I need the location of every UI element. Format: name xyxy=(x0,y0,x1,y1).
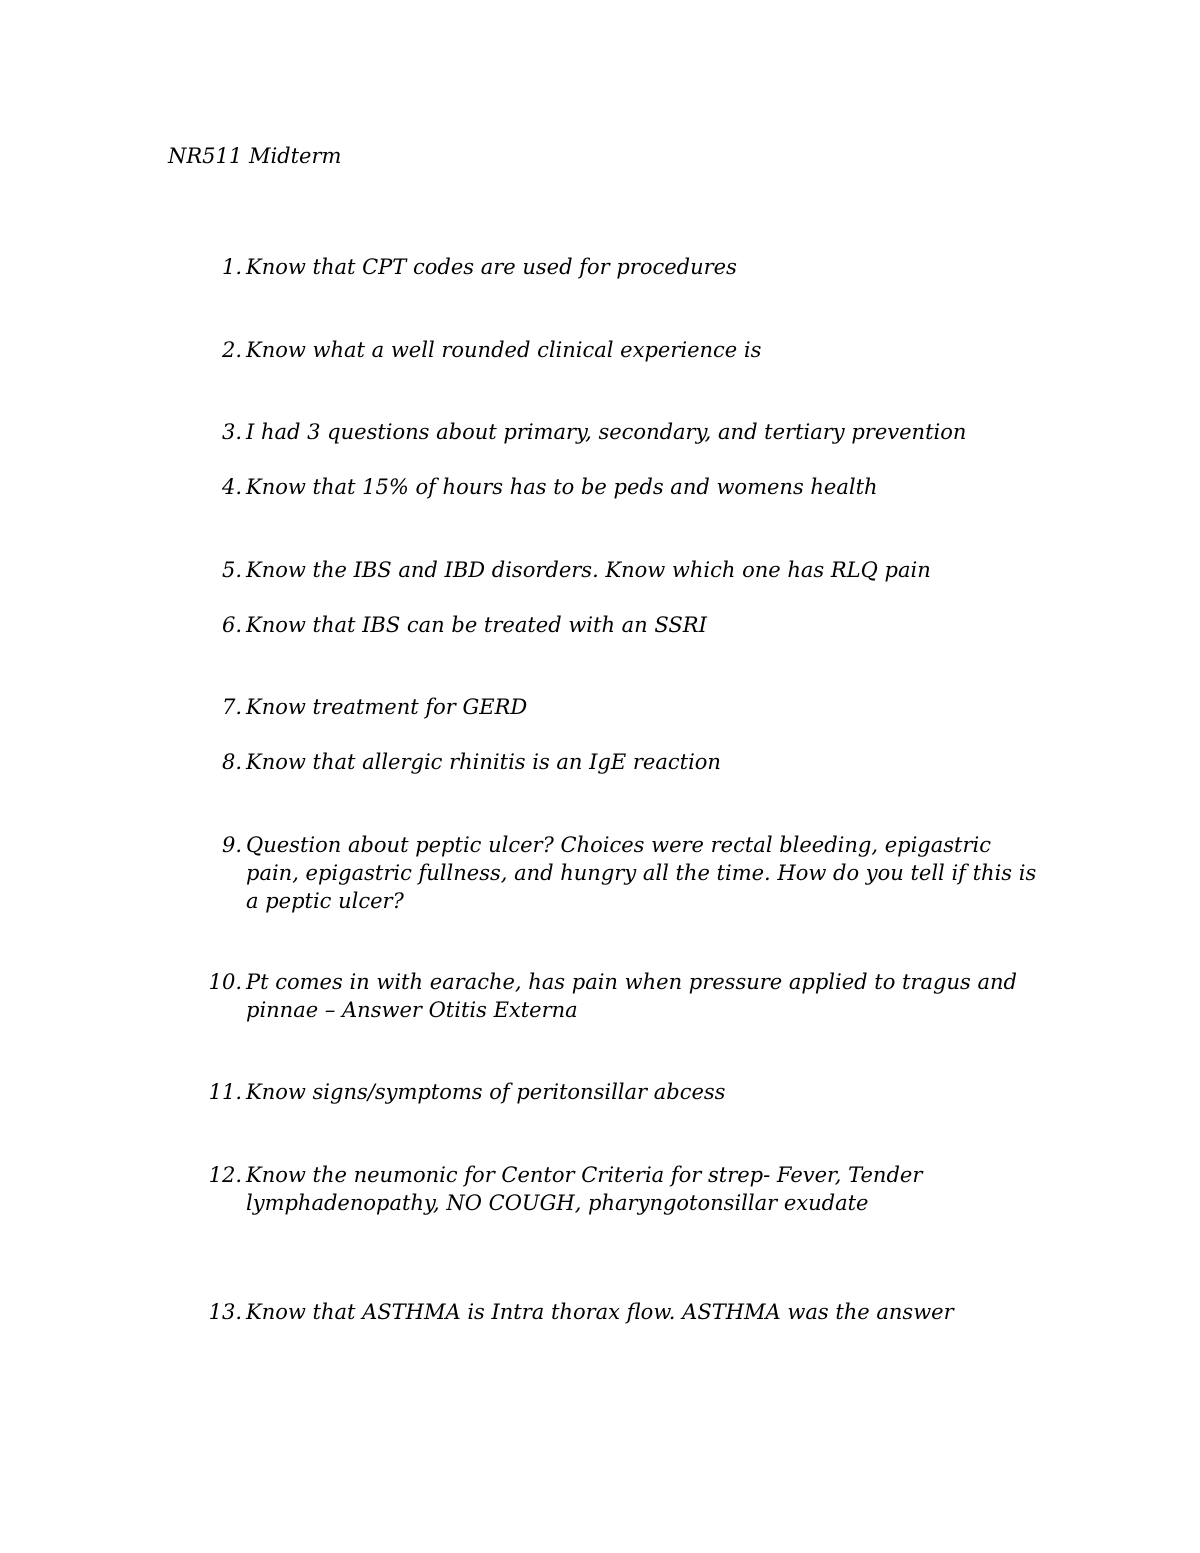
document-title: NR511 Midterm xyxy=(168,144,342,168)
item-number: 13. xyxy=(208,1300,242,1324)
item-text: Know treatment for GERD xyxy=(246,695,528,719)
item-text: Know what a well rounded clinical experience is xyxy=(246,338,762,362)
item-text: Know the IBS and IBD disorders. Know which one has RLQ pain xyxy=(246,558,931,582)
item-text: Know that IBS can be treated with an SSRI xyxy=(246,613,707,637)
item-number: 6. xyxy=(221,613,242,637)
item-text: I had 3 questions about primary, secondary, and tertiary prevention xyxy=(246,420,967,444)
list-item xyxy=(168,748,1038,776)
item-text: Pt comes in with earache, has pain when pressure applied to tragus and pinnae – Answer Otitis Externa xyxy=(246,970,1017,1022)
item-number: 9. xyxy=(221,833,242,857)
item-text: Know that 15% of hours has to be peds and womens health xyxy=(246,475,878,499)
item-number: 7. xyxy=(221,695,242,719)
list-item xyxy=(168,1078,1038,1106)
item-text: Know signs/symptoms of peritonsillar abcess xyxy=(246,1080,726,1104)
item-number: 11. xyxy=(208,1080,242,1104)
list-item xyxy=(168,693,1038,721)
item-number: 1. xyxy=(221,255,242,279)
item-number: 12. xyxy=(208,1163,242,1187)
item-text: Know that CPT codes are used for procedures xyxy=(246,255,737,279)
list-item xyxy=(168,968,1038,1024)
item-number: 2. xyxy=(221,338,242,362)
item-text: Know that ASTHMA is Intra thorax flow. ASTHMA was the answer xyxy=(246,1300,954,1324)
item-text: Know the neumonic for Centor Criteria for strep- Fever, Tender lymphadenopathy, NO COUGH, pharyngotonsillar exudate xyxy=(246,1163,923,1215)
item-number: 3. xyxy=(221,420,242,444)
list-item xyxy=(168,611,1038,639)
list-item xyxy=(168,1161,1038,1217)
item-text: Question about peptic ulcer? Choices were rectal bleeding, epigastric pain, epigastric fullness, and hungry all the time. How do you tell if this is a peptic ulcer? xyxy=(246,833,1037,913)
item-number: 4. xyxy=(221,475,242,499)
list-item xyxy=(168,556,1038,584)
item-number: 8. xyxy=(221,750,242,774)
list-item xyxy=(168,418,1038,446)
item-number: 5. xyxy=(221,558,242,582)
item-text: Know that allergic rhinitis is an IgE reaction xyxy=(246,750,721,774)
list-item xyxy=(168,473,1038,501)
list-item xyxy=(168,336,1038,364)
list-item xyxy=(168,1298,1038,1326)
item-number: 10. xyxy=(208,970,242,994)
list-item xyxy=(168,253,1038,281)
list-item xyxy=(168,831,1038,915)
